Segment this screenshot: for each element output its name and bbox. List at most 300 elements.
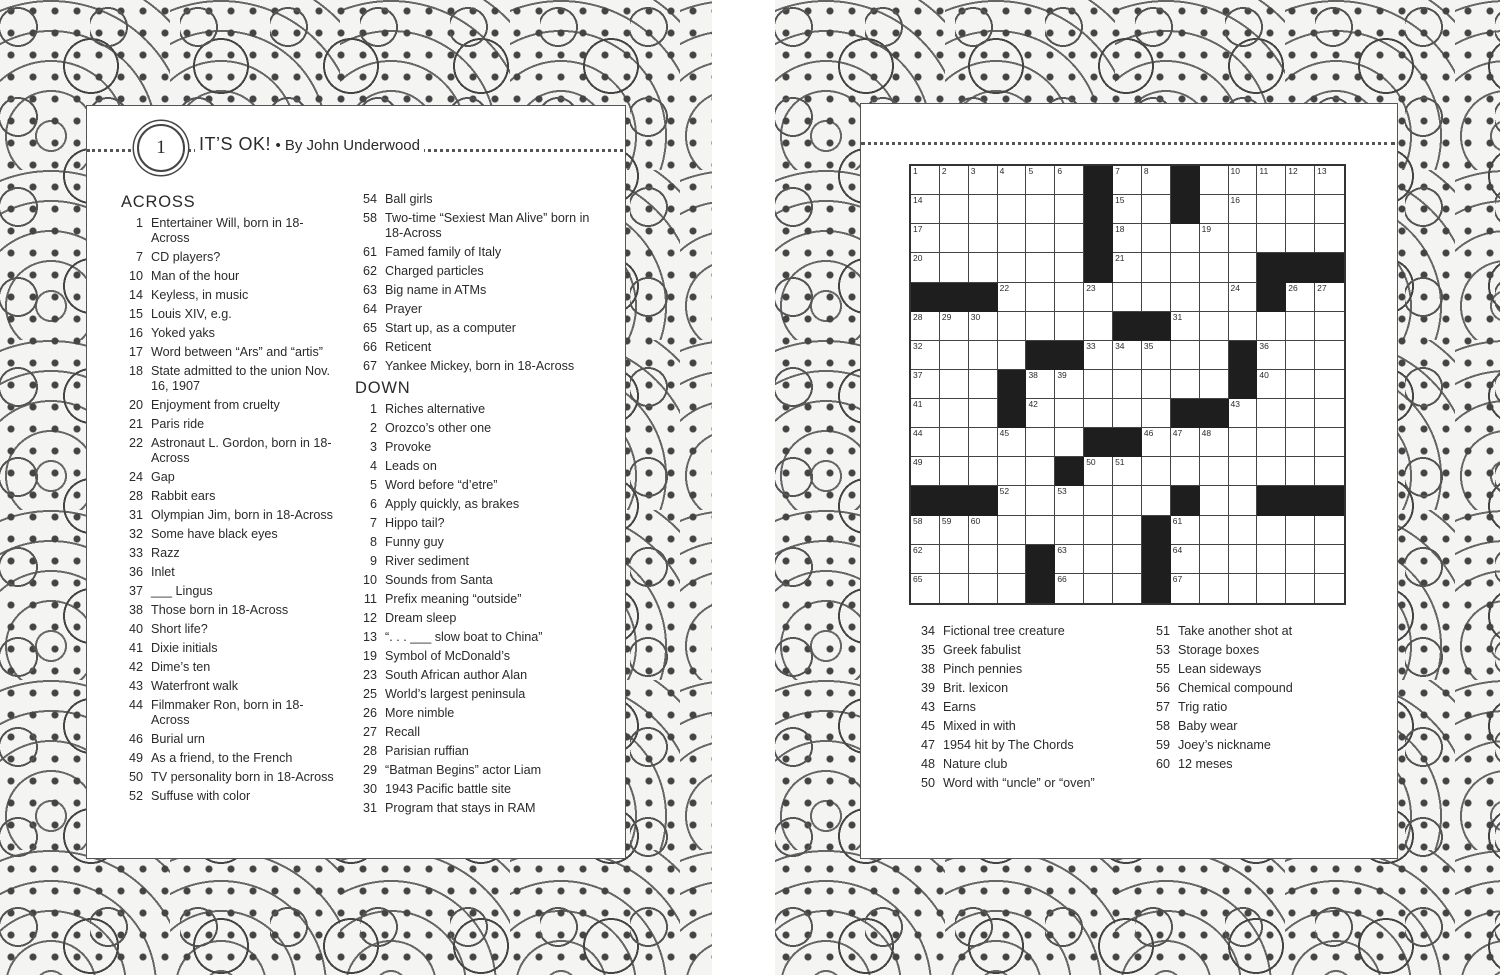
grid-cell[interactable] [1084, 545, 1113, 574]
clue-item [121, 751, 339, 766]
grid-cell[interactable] [969, 516, 998, 545]
grid-cell[interactable] [1055, 224, 1084, 253]
clue-number: 38 [920, 662, 935, 676]
clue-item [355, 421, 595, 436]
grid-cell[interactable] [969, 428, 998, 457]
grid-cell[interactable] [1286, 428, 1315, 457]
grid-cell[interactable] [1113, 224, 1142, 253]
grid-cell[interactable] [1229, 166, 1258, 195]
grid-block [1113, 312, 1142, 341]
grid-cell[interactable] [1055, 166, 1084, 195]
grid-cell[interactable] [1026, 312, 1055, 341]
grid-block [911, 486, 940, 515]
grid-cell[interactable] [1257, 516, 1286, 545]
clue-number: 30 [362, 782, 377, 796]
grid-cell[interactable] [911, 545, 940, 574]
grid-cell[interactable] [1257, 545, 1286, 574]
grid-cell[interactable] [969, 399, 998, 428]
clue-text: Funny guy [385, 535, 444, 549]
grid-cell[interactable] [940, 457, 969, 486]
cell-number: 40 [1259, 369, 1269, 380]
left-page [0, 0, 712, 975]
grid-cell[interactable] [1257, 457, 1286, 486]
grid-cell[interactable] [1257, 195, 1286, 224]
clue-text: Pinch pennies [943, 662, 1023, 676]
cell-number: 18 [1115, 224, 1125, 235]
grid-cell[interactable] [998, 516, 1027, 545]
clue-text: Dream sleep [385, 611, 457, 625]
grid-cell[interactable] [911, 574, 940, 603]
grid-cell[interactable] [1055, 545, 1084, 574]
grid-cell[interactable] [1200, 166, 1229, 195]
clue-number: 4 [369, 459, 377, 473]
clue-number: 1 [135, 216, 143, 230]
grid-cell[interactable] [1257, 428, 1286, 457]
grid-block [1315, 486, 1344, 515]
grid-cell[interactable] [1171, 457, 1200, 486]
grid-cell[interactable] [969, 166, 998, 195]
grid-cell[interactable] [1315, 166, 1344, 195]
clue-text: World’s largest peninsula [385, 687, 526, 701]
grid-block [969, 283, 998, 312]
clue-text: Storage boxes [1178, 643, 1260, 657]
grid-block [1142, 574, 1171, 603]
grid-cell[interactable] [1026, 516, 1055, 545]
clue-item [1148, 757, 1373, 772]
grid-cell[interactable] [1142, 253, 1171, 282]
grid-cell[interactable] [1229, 399, 1258, 428]
grid-cell[interactable] [911, 370, 940, 399]
grid-cell[interactable] [1229, 516, 1258, 545]
clue-number: 8 [369, 535, 377, 549]
clue-item [913, 700, 1138, 715]
cell-number: 64 [1172, 544, 1183, 555]
grid-cell[interactable] [1084, 341, 1113, 370]
clue-item [121, 345, 339, 360]
cell-number: 45 [999, 428, 1010, 439]
grid-cell[interactable] [969, 195, 998, 224]
grid-cell[interactable] [1200, 224, 1229, 253]
grid-cell[interactable] [911, 457, 940, 486]
clue-item [121, 698, 339, 728]
cell-number: 19 [1201, 224, 1212, 235]
right-page [775, 0, 1500, 975]
cell-number: 1 [913, 166, 918, 176]
grid-cell[interactable] [969, 545, 998, 574]
grid-cell[interactable] [1055, 399, 1084, 428]
grid-cell[interactable] [998, 253, 1027, 282]
grid-block [1315, 253, 1344, 282]
grid-cell[interactable] [1257, 224, 1286, 253]
grid-cell[interactable] [1142, 428, 1171, 457]
clue-item [355, 264, 595, 279]
grid-cell[interactable] [1315, 428, 1344, 457]
grid-cell[interactable] [1142, 224, 1171, 253]
grid-cell[interactable] [1142, 195, 1171, 224]
grid-cell[interactable] [1055, 516, 1084, 545]
grid-cell[interactable] [1084, 457, 1113, 486]
grid-cell[interactable] [1084, 399, 1113, 428]
grid-cell[interactable] [1113, 574, 1142, 603]
grid-cell[interactable] [1229, 545, 1258, 574]
clue-item [355, 611, 595, 626]
grid-cell[interactable] [911, 253, 940, 282]
clue-text: Prayer [385, 302, 423, 316]
grid-block [1084, 253, 1113, 282]
grid-cell[interactable] [1142, 486, 1171, 515]
clue-item [1148, 681, 1373, 696]
grid-cell[interactable] [969, 341, 998, 370]
clue-text: Reticent [385, 340, 432, 354]
clue-item [355, 744, 595, 759]
grid-cell[interactable] [1055, 574, 1084, 603]
cell-number: 60 [970, 515, 981, 526]
clue-item [355, 592, 595, 607]
grid-cell[interactable] [1229, 224, 1258, 253]
cell-number: 51 [1115, 457, 1125, 468]
clue-number: 53 [1155, 643, 1170, 657]
grid-cell[interactable] [998, 428, 1027, 457]
clue-number: 7 [135, 250, 143, 264]
grid-cell[interactable] [1113, 370, 1142, 399]
grid-block [1084, 166, 1113, 195]
grid-cell[interactable] [1257, 574, 1286, 603]
grid-cell[interactable] [940, 253, 969, 282]
grid-cell[interactable] [1084, 283, 1113, 312]
grid-cell[interactable] [969, 253, 998, 282]
cell-number: 61 [1172, 515, 1183, 526]
grid-cell[interactable] [1200, 283, 1229, 312]
grid-cell[interactable] [1026, 428, 1055, 457]
clue-number: 42 [128, 660, 143, 674]
grid-cell[interactable] [1286, 370, 1315, 399]
clue-number: 62 [362, 264, 377, 278]
clue-number: 54 [362, 192, 377, 206]
clue-text: 1954 hit by The Chords [943, 738, 1074, 752]
grid-cell[interactable] [1113, 399, 1142, 428]
grid-cell[interactable] [911, 312, 940, 341]
clue-number: 9 [369, 554, 377, 568]
grid-cell[interactable] [1171, 283, 1200, 312]
grid-cell[interactable] [1055, 370, 1084, 399]
grid-cell[interactable] [1113, 457, 1142, 486]
clue-text: Paris ride [151, 417, 205, 431]
grid-cell[interactable] [1113, 516, 1142, 545]
clue-item [121, 216, 339, 246]
grid-cell[interactable] [969, 224, 998, 253]
grid-cell[interactable] [911, 399, 940, 428]
grid-cell[interactable] [969, 574, 998, 603]
grid-cell[interactable] [998, 283, 1027, 312]
grid-cell[interactable] [1026, 195, 1055, 224]
grid-cell[interactable] [1026, 283, 1055, 312]
clue-column-1 [121, 192, 339, 808]
grid-cell[interactable] [1315, 195, 1344, 224]
clue-number: 55 [1155, 662, 1170, 676]
grid-cell[interactable] [1315, 283, 1344, 312]
grid-cell[interactable] [940, 399, 969, 428]
grid-cell[interactable] [940, 516, 969, 545]
grid-cell[interactable] [1286, 312, 1315, 341]
clue-item [355, 706, 595, 721]
grid-cell[interactable] [1171, 224, 1200, 253]
clue-number: 45 [920, 719, 935, 733]
grid-cell[interactable] [940, 312, 969, 341]
grid-cell[interactable] [911, 516, 940, 545]
grid-cell[interactable] [1026, 166, 1055, 195]
grid-cell[interactable] [1315, 370, 1344, 399]
cell-number: 47 [1172, 428, 1183, 439]
grid-cell[interactable] [969, 457, 998, 486]
clue-text: Mixed in with [943, 719, 1016, 733]
grid-cell[interactable] [1055, 195, 1084, 224]
grid-cell[interactable] [1026, 486, 1055, 515]
clue-text: Greek fabulist [943, 643, 1021, 657]
clue-number: 66 [362, 340, 377, 354]
grid-cell[interactable] [998, 195, 1027, 224]
grid-cell[interactable] [940, 224, 969, 253]
clue-number: 31 [128, 508, 143, 522]
grid-cell[interactable] [1315, 341, 1344, 370]
grid-cell[interactable] [1055, 428, 1084, 457]
grid-cell[interactable] [1286, 195, 1315, 224]
grid-cell[interactable] [911, 166, 940, 195]
grid-cell[interactable] [1286, 283, 1315, 312]
grid-cell[interactable] [940, 545, 969, 574]
grid-cell[interactable] [1286, 166, 1315, 195]
grid-cell[interactable] [1142, 166, 1171, 195]
clue-text: Man of the hour [151, 269, 240, 283]
clue-item [121, 436, 339, 466]
clue-number: 56 [1155, 681, 1170, 695]
cell-number: 30 [970, 311, 981, 322]
grid-cell[interactable] [1257, 341, 1286, 370]
grid-cell[interactable] [1200, 574, 1229, 603]
grid-cell[interactable] [1315, 399, 1344, 428]
clue-number: 7 [369, 516, 377, 530]
clue-item [355, 340, 595, 355]
grid-block [1257, 283, 1286, 312]
grid-cell[interactable] [1055, 283, 1084, 312]
grid-cell[interactable] [940, 370, 969, 399]
grid-cell[interactable] [998, 166, 1027, 195]
grid-cell[interactable] [1142, 399, 1171, 428]
cell-number: 8 [1143, 166, 1149, 176]
grid-cell[interactable] [1229, 457, 1258, 486]
grid-cell[interactable] [1055, 312, 1084, 341]
grid-cell[interactable] [1142, 457, 1171, 486]
grid-cell[interactable] [1200, 253, 1229, 282]
grid-cell[interactable] [1026, 370, 1055, 399]
grid-cell[interactable] [1200, 486, 1229, 515]
cell-number: 24 [1230, 282, 1240, 293]
clue-item [355, 302, 595, 317]
grid-cell[interactable] [911, 224, 940, 253]
clue-number: 18 [128, 364, 143, 378]
clue-text: Waterfront walk [151, 679, 239, 693]
clue-number: 64 [362, 302, 377, 316]
clue-text: “. . . ___ slow boat to China” [385, 630, 543, 644]
grid-cell[interactable] [1286, 224, 1315, 253]
grid-cell[interactable] [940, 341, 969, 370]
grid-cell[interactable] [911, 341, 940, 370]
grid-cell[interactable] [1171, 370, 1200, 399]
grid-cell[interactable] [1286, 574, 1315, 603]
grid-cell[interactable] [1315, 312, 1344, 341]
cell-number: 21 [1115, 253, 1125, 264]
grid-cell[interactable] [1229, 253, 1258, 282]
cell-number: 62 [913, 544, 923, 555]
grid-cell[interactable] [1315, 516, 1344, 545]
grid-cell[interactable] [1055, 486, 1084, 515]
grid-cell[interactable] [998, 457, 1027, 486]
clue-text: South African author Alan [385, 668, 528, 682]
grid-cell[interactable] [1200, 341, 1229, 370]
clue-text: Louis XIV, e.g. [151, 307, 232, 321]
grid-cell[interactable] [1229, 283, 1258, 312]
grid-cell[interactable] [1113, 195, 1142, 224]
clue-item [1148, 662, 1373, 677]
grid-cell[interactable] [998, 224, 1027, 253]
grid-cell[interactable] [1315, 224, 1344, 253]
grid-cell[interactable] [1113, 283, 1142, 312]
cell-number: 34 [1115, 340, 1125, 351]
grid-cell[interactable] [911, 428, 940, 457]
grid-cell[interactable] [998, 312, 1027, 341]
grid-cell[interactable] [1026, 457, 1055, 486]
clue-number: 58 [362, 211, 377, 225]
clue-number: 37 [128, 584, 143, 598]
grid-cell[interactable] [1084, 574, 1113, 603]
clue-item [121, 364, 339, 394]
grid-cell[interactable] [1171, 341, 1200, 370]
clue-item [121, 527, 339, 542]
grid-cell[interactable] [1315, 457, 1344, 486]
grid-cell[interactable] [1200, 312, 1229, 341]
clue-item [913, 681, 1138, 696]
grid-cell[interactable] [1113, 166, 1142, 195]
grid-cell[interactable] [940, 166, 969, 195]
grid-cell[interactable] [1026, 399, 1055, 428]
grid-block [1113, 428, 1142, 457]
grid-cell[interactable] [1171, 312, 1200, 341]
grid-cell[interactable] [1026, 253, 1055, 282]
grid-cell[interactable] [1113, 341, 1142, 370]
grid-cell[interactable] [1026, 224, 1055, 253]
clue-number: 25 [362, 687, 377, 701]
grid-cell[interactable] [1229, 428, 1258, 457]
grid-cell[interactable] [940, 574, 969, 603]
grid-cell[interactable] [1257, 166, 1286, 195]
grid-cell[interactable] [969, 370, 998, 399]
grid-block [1200, 399, 1229, 428]
clue-item [355, 801, 595, 816]
cell-number: 3 [970, 166, 976, 176]
grid-cell[interactable] [998, 486, 1027, 515]
grid-cell[interactable] [1286, 341, 1315, 370]
clue-number: 16 [128, 326, 143, 340]
cell-number: 32 [913, 340, 923, 351]
grid-cell[interactable] [911, 195, 940, 224]
grid-block [940, 486, 969, 515]
grid-cell[interactable] [1200, 370, 1229, 399]
grid-cell[interactable] [1257, 399, 1286, 428]
grid-cell[interactable] [1229, 195, 1258, 224]
grid-cell[interactable] [998, 545, 1027, 574]
clue-text: Take another shot at [1178, 624, 1293, 638]
clue-number: 65 [362, 321, 377, 335]
grid-cell[interactable] [1142, 370, 1171, 399]
grid-cell[interactable] [940, 195, 969, 224]
clue-text: Provoke [385, 440, 432, 454]
clue-number: 10 [362, 573, 377, 587]
grid-cell[interactable] [1200, 457, 1229, 486]
grid-cell[interactable] [1171, 545, 1200, 574]
grid-cell[interactable] [969, 312, 998, 341]
clue-text: Parisian ruffian [385, 744, 469, 758]
clue-number: 10 [128, 269, 143, 283]
grid-cell[interactable] [1200, 428, 1229, 457]
grid-cell[interactable] [1286, 399, 1315, 428]
grid-cell[interactable] [1229, 486, 1258, 515]
grid-cell[interactable] [1113, 545, 1142, 574]
clue-item [121, 417, 339, 432]
grid-cell[interactable] [1084, 486, 1113, 515]
grid-cell[interactable] [1286, 516, 1315, 545]
grid-cell[interactable] [1084, 516, 1113, 545]
grid-cell[interactable] [1200, 195, 1229, 224]
clue-item [121, 269, 339, 284]
grid-cell[interactable] [1084, 370, 1113, 399]
grid-cell[interactable] [1171, 253, 1200, 282]
grid-cell[interactable] [998, 574, 1027, 603]
grid-cell[interactable] [1286, 545, 1315, 574]
clue-text: “Batman Begins” actor Liam [385, 763, 542, 777]
clue-item [121, 789, 339, 804]
clue-text: Earns [943, 700, 976, 714]
grid-cell[interactable] [1142, 341, 1171, 370]
grid-cell[interactable] [1142, 283, 1171, 312]
grid-cell[interactable] [1084, 312, 1113, 341]
clue-text: As a friend, to the French [151, 751, 293, 765]
clue-text: Keyless, in music [151, 288, 249, 302]
grid-cell[interactable] [1055, 253, 1084, 282]
clue-text: Burial urn [151, 732, 205, 746]
grid-cell[interactable] [1286, 457, 1315, 486]
grid-cell[interactable] [1315, 545, 1344, 574]
grid-cell[interactable] [1200, 545, 1229, 574]
grid-cell[interactable] [1171, 428, 1200, 457]
grid-cell[interactable] [998, 341, 1027, 370]
grid-cell[interactable] [1200, 516, 1229, 545]
grid-cell[interactable] [1113, 253, 1142, 282]
cell-number: 43 [1230, 399, 1240, 410]
clue-text: TV personality born in 18-Across [151, 770, 334, 784]
grid-cell[interactable] [1171, 516, 1200, 545]
clue-item [1148, 700, 1373, 715]
grid-cell[interactable] [1113, 486, 1142, 515]
grid-cell[interactable] [1257, 370, 1286, 399]
cell-number: 28 [913, 311, 923, 322]
grid-cell[interactable] [1257, 312, 1286, 341]
grid-cell[interactable] [1229, 574, 1258, 603]
grid-cell[interactable] [940, 428, 969, 457]
grid-cell[interactable] [1171, 574, 1200, 603]
grid-cell[interactable] [1315, 574, 1344, 603]
clue-item [1148, 624, 1373, 639]
grid-cell[interactable] [1229, 312, 1258, 341]
clue-number: 22 [128, 436, 143, 450]
